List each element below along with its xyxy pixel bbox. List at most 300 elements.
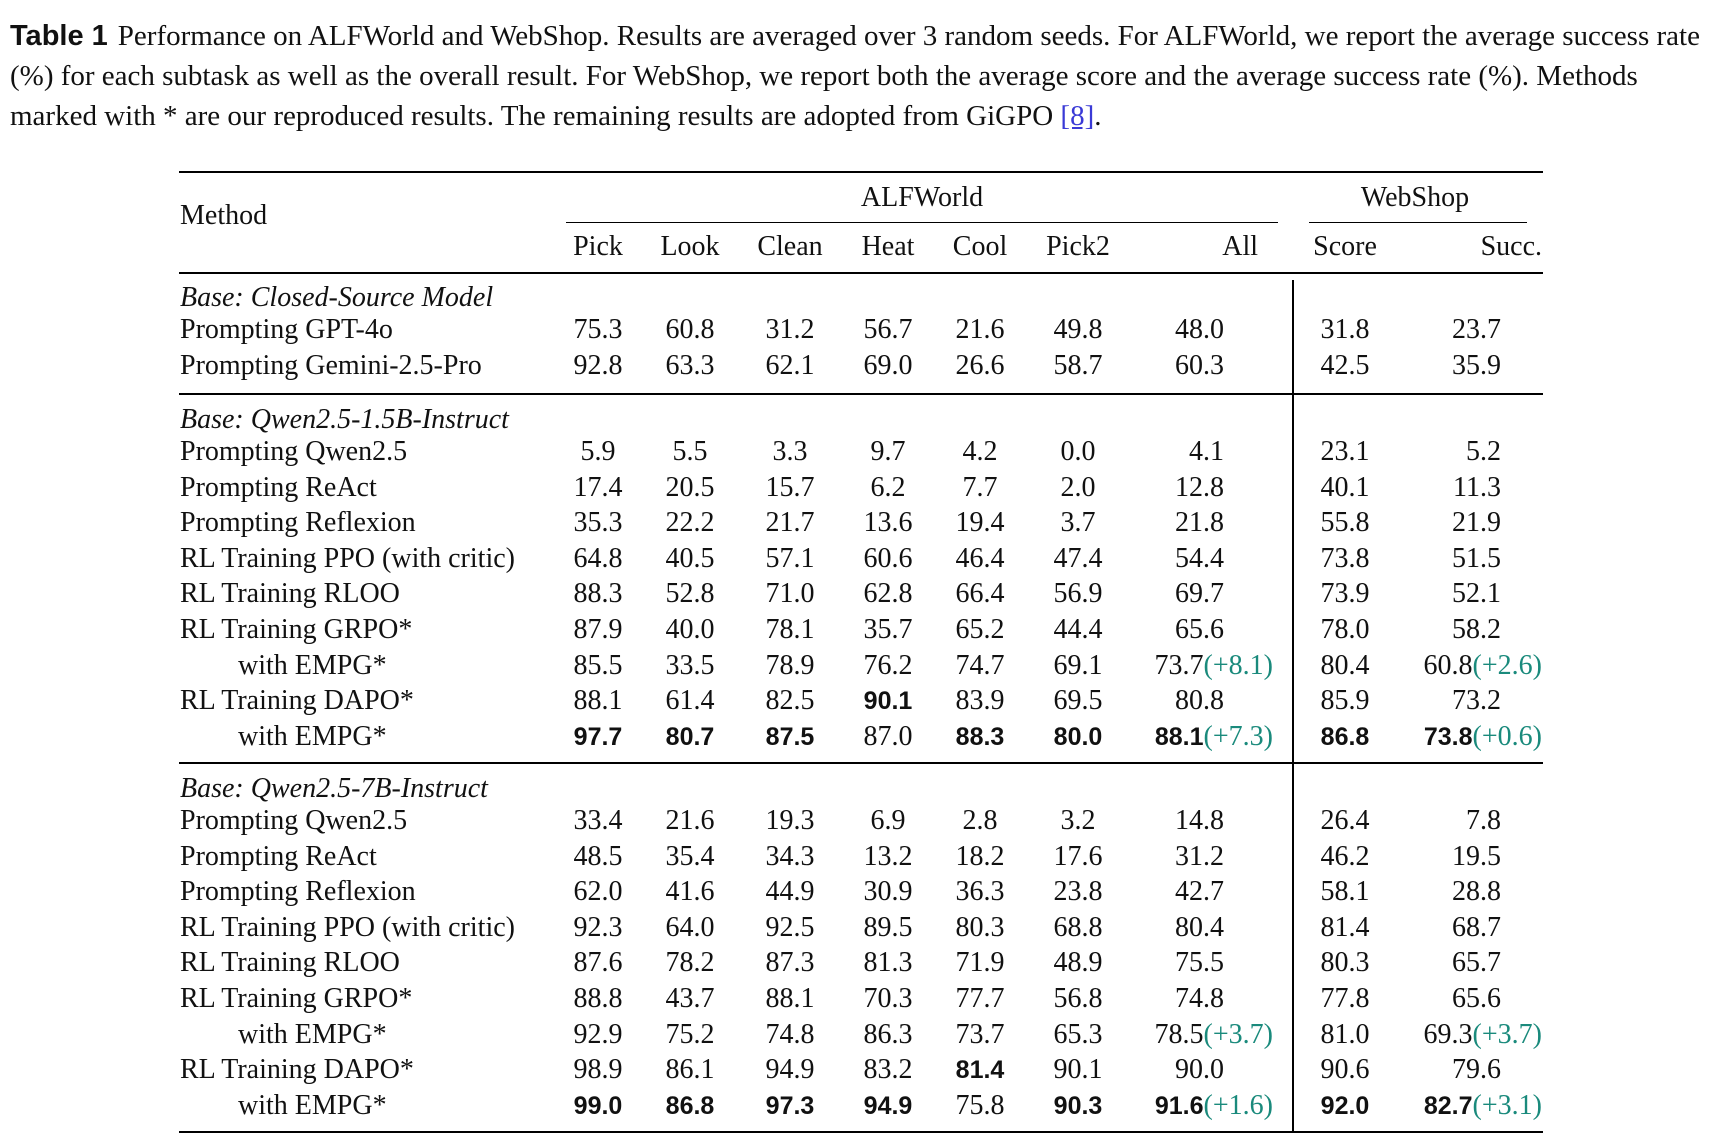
table-cell	[871, 470, 906, 506]
cell-value: 6.9	[870, 805, 906, 837]
cell-value: 21.6	[955, 314, 1005, 346]
table-cell	[1452, 945, 1501, 981]
method-name: Prompting GPT-4o	[180, 314, 393, 346]
table-cell	[1175, 981, 1224, 1017]
cell-value: 97.7	[573, 722, 623, 751]
table-cell	[956, 612, 1005, 648]
cell-value: 89.5	[863, 911, 913, 943]
table-cell	[766, 803, 815, 839]
citation-link[interactable]: [8]	[1060, 100, 1095, 132]
table-cell	[871, 434, 906, 470]
table-cell	[1424, 1017, 1542, 1053]
cell-value: 71.0	[765, 578, 815, 610]
cell-value: 60.8	[1423, 649, 1473, 681]
cell-value: 9.7	[870, 436, 906, 468]
cell-value: 74.7	[955, 649, 1005, 681]
cell-value: 52.8	[665, 578, 715, 610]
table-cell	[1452, 541, 1501, 577]
cell-value: 33.5	[665, 649, 715, 681]
cell-value: 70.3	[863, 983, 913, 1015]
table-cell	[666, 945, 715, 981]
cell-value: 76.2	[863, 649, 913, 681]
table-cell	[1155, 719, 1273, 755]
table-cell	[1321, 839, 1370, 875]
table-cell	[1175, 612, 1224, 648]
table-cell	[574, 1017, 623, 1053]
cell-value: 88.8	[573, 983, 623, 1015]
cell-value: 4.2	[962, 436, 998, 468]
table-cell	[1424, 1088, 1542, 1124]
cell-value: 87.5	[765, 722, 815, 751]
improvement-delta: (+3.1)	[1472, 1089, 1542, 1121]
table-cell	[1054, 541, 1103, 577]
table-cell	[1321, 719, 1370, 755]
cell-value: 87.6	[573, 947, 623, 979]
table-cell	[666, 470, 715, 506]
table-cell	[1466, 434, 1501, 470]
table-cell	[1175, 470, 1224, 506]
cell-value: 0.0	[1060, 436, 1096, 468]
column-header-clean: Clean	[757, 231, 823, 262]
table-cell	[666, 541, 715, 577]
table-cell	[1321, 981, 1370, 1017]
cell-value: 62.0	[573, 876, 623, 908]
table-cell	[1452, 576, 1501, 612]
cell-value: 35.7	[863, 614, 913, 646]
table-cell	[666, 576, 715, 612]
table-cell	[1155, 1088, 1273, 1124]
method-name: RL Training RLOO	[180, 947, 400, 979]
table-cell	[956, 981, 1005, 1017]
column-header-look: Look	[660, 231, 720, 262]
table-cell	[766, 576, 815, 612]
table-cell	[864, 1017, 913, 1053]
table-cell	[1452, 1052, 1501, 1088]
method-name: Prompting ReAct	[180, 840, 377, 872]
cell-value: 23.1	[1320, 436, 1370, 468]
table-cell	[864, 648, 913, 684]
cell-value: 91.6	[1154, 1091, 1204, 1120]
table-cell	[1321, 505, 1370, 541]
table-cell	[666, 1017, 715, 1053]
cell-value: 48.9	[1053, 947, 1103, 979]
cell-value: 64.8	[573, 542, 623, 574]
table-cell	[1054, 1088, 1103, 1124]
improvement-delta: (+1.6)	[1203, 1089, 1273, 1121]
table-cell	[766, 1088, 815, 1124]
cell-value: 22.2	[665, 507, 715, 539]
table-cell	[666, 348, 715, 384]
table-cell	[1054, 648, 1103, 684]
cell-value: 87.9	[573, 614, 623, 646]
table-cell	[1321, 312, 1370, 348]
table-cell	[574, 839, 623, 875]
cell-value: 87.3	[765, 947, 815, 979]
cell-value: 73.8	[1423, 722, 1473, 751]
cell-value: 81.3	[863, 947, 913, 979]
cell-value: 78.0	[1320, 614, 1370, 646]
cell-value: 78.5	[1154, 1018, 1204, 1050]
cell-value: 23.7	[1452, 314, 1501, 346]
cell-value: 43.7	[665, 983, 715, 1015]
cell-value: 41.6	[665, 876, 715, 908]
table-cell	[864, 505, 913, 541]
table-cell	[666, 719, 715, 755]
table-cell	[1424, 648, 1542, 684]
cell-value: 5.5	[672, 436, 708, 468]
table-cell	[1054, 312, 1103, 348]
column-separator	[1292, 395, 1294, 762]
table-cell	[864, 839, 913, 875]
table-cell	[1321, 945, 1370, 981]
table-cell	[574, 576, 623, 612]
cell-value: 74.8	[765, 1018, 815, 1050]
table-cell	[1452, 683, 1501, 719]
cell-value: 36.3	[955, 876, 1005, 908]
cell-value: 88.3	[955, 722, 1005, 751]
webshop-cmidrule	[1309, 222, 1527, 223]
cell-value: 18.2	[955, 840, 1005, 872]
table-cell	[1424, 719, 1542, 755]
table-cell	[1321, 348, 1370, 384]
cell-value: 40.0	[665, 614, 715, 646]
table-cell	[864, 719, 913, 755]
table-cell	[963, 803, 998, 839]
cell-value: 62.8	[863, 578, 913, 610]
cell-value: 44.4	[1053, 614, 1103, 646]
cell-value: 66.4	[955, 578, 1005, 610]
cell-value: 49.8	[1053, 314, 1103, 346]
cell-value: 75.3	[573, 314, 623, 346]
table-cell	[1452, 505, 1501, 541]
alfworld-group-header: ALFWorld	[860, 182, 984, 213]
column-header-all: All	[1222, 231, 1258, 262]
cell-value: 82.7	[1423, 1091, 1473, 1120]
cell-value: 21.9	[1452, 507, 1501, 539]
cell-value: 51.5	[1452, 542, 1501, 574]
cell-value: 13.2	[863, 840, 913, 872]
section-title: Base: Qwen2.5-7B-Instruct	[180, 773, 488, 804]
top-rule	[179, 171, 1543, 173]
cell-value: 81.4	[955, 1056, 1005, 1085]
table-cell	[1321, 1017, 1370, 1053]
cell-value: 85.9	[1320, 685, 1370, 717]
method-name: Prompting Reflexion	[180, 507, 416, 539]
cell-value: 42.7	[1175, 876, 1224, 908]
table-cell	[864, 910, 913, 946]
table-cell	[1175, 910, 1224, 946]
cell-value: 80.4	[1175, 911, 1224, 943]
cell-value: 13.6	[863, 507, 913, 539]
table-cell	[956, 945, 1005, 981]
cell-value: 26.6	[955, 349, 1005, 381]
cell-value: 35.4	[665, 840, 715, 872]
cell-value: 31.2	[1175, 840, 1224, 872]
cell-value: 75.2	[665, 1018, 715, 1050]
table-cell	[1452, 981, 1501, 1017]
cell-value: 19.3	[765, 805, 815, 837]
column-separator	[1292, 280, 1294, 393]
table-cell	[864, 348, 913, 384]
cell-value: 71.9	[955, 947, 1005, 979]
cell-value: 60.6	[863, 542, 913, 574]
table-cell	[1061, 470, 1096, 506]
cell-value: 12.8	[1175, 471, 1224, 503]
cell-value: 64.0	[665, 911, 715, 943]
table-cell	[956, 839, 1005, 875]
table-cell	[1175, 839, 1224, 875]
cell-value: 15.7	[765, 471, 815, 503]
alfworld-cmidrule	[566, 222, 1278, 223]
table-cell	[666, 1052, 715, 1088]
table-cell	[666, 505, 715, 541]
table-cell	[1321, 612, 1370, 648]
table-cell	[1321, 434, 1370, 470]
caption-label: Table 1	[10, 20, 108, 52]
table-cell	[1453, 470, 1501, 506]
cell-value: 35.3	[573, 507, 623, 539]
table-cell	[963, 470, 998, 506]
method-name: with EMPG*	[238, 1018, 387, 1050]
cell-value: 5.2	[1466, 436, 1501, 468]
cell-value: 80.3	[1320, 947, 1370, 979]
cell-value: 88.1	[765, 983, 815, 1015]
cell-value: 85.5	[573, 649, 623, 681]
cell-value: 86.8	[665, 1091, 715, 1120]
cell-value: 61.4	[665, 685, 715, 717]
table-cell	[1054, 719, 1103, 755]
cell-value: 40.1	[1320, 471, 1370, 503]
table-cell	[956, 1017, 1005, 1053]
cell-value: 97.3	[765, 1091, 815, 1120]
table-cell	[574, 910, 623, 946]
table-cell	[864, 874, 913, 910]
method-name: Prompting ReAct	[180, 471, 377, 503]
cell-value: 75.5	[1175, 947, 1224, 979]
method-name: with EMPG*	[238, 1089, 387, 1121]
table-cell	[1175, 541, 1224, 577]
cell-value: 94.9	[863, 1091, 913, 1120]
cell-value: 92.8	[573, 349, 623, 381]
improvement-delta: (+2.6)	[1472, 649, 1542, 681]
table-cell	[574, 945, 623, 981]
bottom-rule	[179, 1131, 1543, 1133]
method-name: RL Training DAPO*	[180, 1054, 414, 1086]
cell-value: 86.1	[665, 1054, 715, 1086]
table-cell	[666, 910, 715, 946]
table-cell	[864, 541, 913, 577]
table-cell	[574, 803, 623, 839]
table-cell	[1054, 945, 1103, 981]
table-cell	[956, 1052, 1005, 1088]
cell-value: 73.2	[1452, 685, 1501, 717]
table-cell	[1054, 910, 1103, 946]
table-cell	[666, 648, 715, 684]
caption-end: .	[1094, 100, 1102, 132]
cell-value: 74.8	[1175, 983, 1224, 1015]
table-cell	[574, 683, 623, 719]
cell-value: 90.3	[1053, 1091, 1103, 1120]
table-cell	[1054, 1052, 1103, 1088]
table-cell	[766, 1017, 815, 1053]
table-cell	[1452, 348, 1501, 384]
table-cell	[1061, 505, 1096, 541]
table-cell	[871, 803, 906, 839]
cell-value: 56.9	[1053, 578, 1103, 610]
cell-value: 73.7	[1154, 649, 1204, 681]
table-cell	[766, 470, 815, 506]
table-cell	[766, 719, 815, 755]
table-cell	[1061, 434, 1096, 470]
table-cell	[1452, 839, 1501, 875]
cell-value: 47.4	[1053, 542, 1103, 574]
cell-value: 35.9	[1452, 349, 1501, 381]
table-cell	[956, 910, 1005, 946]
table-cell	[666, 839, 715, 875]
cell-value: 60.8	[665, 314, 715, 346]
table-cell	[1054, 576, 1103, 612]
table-cell	[574, 348, 623, 384]
table-cell	[1321, 576, 1370, 612]
cell-value: 57.1	[765, 542, 815, 574]
cell-value: 75.8	[955, 1089, 1005, 1121]
cell-value: 62.1	[765, 349, 815, 381]
column-header-cool: Cool	[952, 231, 1008, 262]
cell-value: 52.1	[1452, 578, 1501, 610]
table-cell	[1175, 312, 1224, 348]
table-cell	[864, 1052, 913, 1088]
section-rule	[179, 393, 1543, 395]
table-cell	[864, 683, 913, 719]
method-name: RL Training DAPO*	[180, 685, 414, 717]
table-cell	[1321, 683, 1370, 719]
cell-value: 80.4	[1320, 649, 1370, 681]
table-cell	[1054, 839, 1103, 875]
table-cell	[1054, 683, 1103, 719]
table-cell	[766, 683, 815, 719]
table-cell	[963, 434, 998, 470]
cell-value: 92.9	[573, 1018, 623, 1050]
cell-value: 79.6	[1452, 1054, 1501, 1086]
cell-value: 44.9	[765, 876, 815, 908]
table-cell	[1466, 803, 1501, 839]
table-cell	[956, 348, 1005, 384]
table-cell	[956, 312, 1005, 348]
table-cell	[1054, 1017, 1103, 1053]
cell-value: 78.1	[765, 614, 815, 646]
table-cell	[864, 981, 913, 1017]
table-cell	[666, 981, 715, 1017]
table-cell	[956, 648, 1005, 684]
cell-value: 80.8	[1175, 685, 1224, 717]
table-cell	[766, 648, 815, 684]
cell-value: 88.3	[573, 578, 623, 610]
table-cell	[956, 683, 1005, 719]
cell-value: 73.9	[1320, 578, 1370, 610]
cell-value: 55.8	[1320, 507, 1370, 539]
table-cell	[1321, 648, 1370, 684]
cell-value: 90.0	[1175, 1054, 1224, 1086]
cell-value: 81.0	[1320, 1018, 1370, 1050]
table-cell	[864, 945, 913, 981]
cell-value: 58.7	[1053, 349, 1103, 381]
table-cell	[574, 612, 623, 648]
cell-value: 40.5	[665, 542, 715, 574]
table-cell	[1175, 576, 1224, 612]
column-separator	[1292, 764, 1294, 1131]
webshop-group-header: WebShop	[1360, 182, 1470, 213]
table-cell	[864, 312, 913, 348]
table-cell	[581, 434, 616, 470]
table-cell	[1175, 348, 1224, 384]
table-cell	[766, 612, 815, 648]
cell-value: 2.8	[962, 805, 998, 837]
cell-value: 17.6	[1053, 840, 1103, 872]
table-cell	[956, 874, 1005, 910]
table-cell	[1321, 1088, 1370, 1124]
cell-value: 80.3	[955, 911, 1005, 943]
cell-value: 87.0	[863, 720, 913, 752]
column-header-pick: Pick	[573, 231, 623, 262]
improvement-delta: (+3.7)	[1203, 1018, 1273, 1050]
cell-value: 11.3	[1453, 471, 1501, 503]
table-cell	[574, 312, 623, 348]
table-cell	[766, 505, 815, 541]
cell-value: 17.4	[573, 471, 623, 503]
table-cell	[666, 312, 715, 348]
table-cell	[766, 1052, 815, 1088]
table-cell	[1155, 648, 1273, 684]
caption-text: Performance on ALFWorld and WebShop. Results are averaged over 3 random seeds. For ALFWorld, we report the average success rate (%) for each subtask as well as the overall result. For WebShop, we report both the average score and the average success rate (%). Methods marked with * are our reproduced results. The remaining results are adopted from GiGPO	[10, 20, 1700, 132]
cell-value: 2.0	[1060, 471, 1096, 503]
cell-value: 26.4	[1320, 805, 1370, 837]
improvement-delta: (+8.1)	[1203, 649, 1273, 681]
table-cell	[574, 981, 623, 1017]
table-cell	[666, 683, 715, 719]
table-cell	[673, 434, 708, 470]
cell-value: 63.3	[665, 349, 715, 381]
table-cell	[766, 541, 815, 577]
table-cell	[956, 576, 1005, 612]
table-caption	[10, 16, 1710, 136]
cell-value: 65.6	[1452, 983, 1501, 1015]
table-cell	[766, 348, 815, 384]
table-cell	[1054, 981, 1103, 1017]
table-cell	[666, 803, 715, 839]
method-name: RL Training PPO (with critic)	[180, 542, 515, 574]
cell-value: 99.0	[573, 1091, 623, 1120]
cell-value: 69.1	[1053, 649, 1103, 681]
method-name: Prompting Qwen2.5	[180, 436, 408, 468]
cell-value: 34.3	[765, 840, 815, 872]
cell-value: 48.0	[1175, 314, 1224, 346]
cell-value: 65.3	[1053, 1018, 1103, 1050]
cell-value: 3.7	[1060, 507, 1096, 539]
table-cell	[1321, 803, 1370, 839]
table-cell	[666, 612, 715, 648]
cell-value: 7.8	[1466, 805, 1501, 837]
table-cell	[574, 1088, 623, 1124]
table-cell	[1175, 945, 1224, 981]
cell-value: 5.9	[580, 436, 616, 468]
table-cell	[666, 1088, 715, 1124]
table-cell	[1321, 910, 1370, 946]
cell-value: 23.8	[1053, 876, 1103, 908]
cell-value: 3.2	[1060, 805, 1096, 837]
cell-value: 92.3	[573, 911, 623, 943]
cell-value: 46.2	[1320, 840, 1370, 872]
cell-value: 68.8	[1053, 911, 1103, 943]
